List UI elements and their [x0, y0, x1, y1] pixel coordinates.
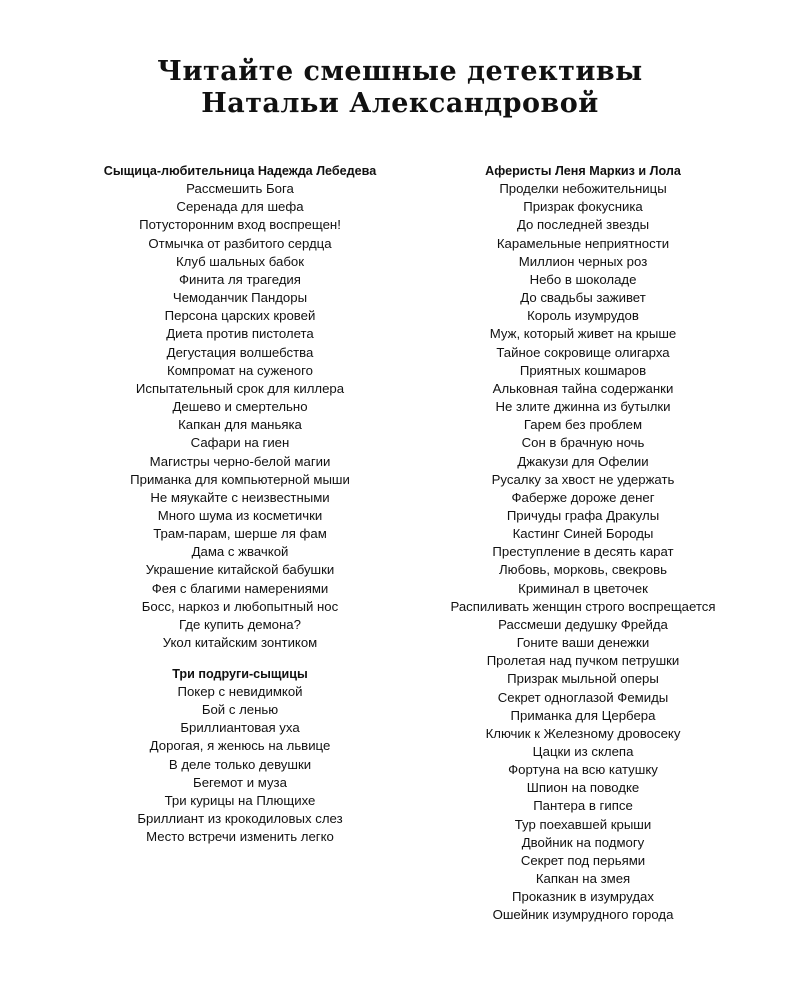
book-title: Фаберже дороже денег [511, 489, 655, 505]
book-title: Секрет под перьями [520, 852, 646, 868]
series-heading: Три подруги-сыщицы [172, 666, 308, 681]
book-title: Фортуна на всю катушку [508, 762, 658, 778]
book-title: Босс, наркоз и любопытный нос [141, 598, 339, 614]
book-title: Пролетая над пучком петрушки [486, 653, 680, 669]
book-title: Потусторонним вход воспрещен! [139, 217, 341, 233]
book-title: Двойник на подмогу [521, 834, 645, 850]
book-title: До последней звезды [516, 217, 650, 233]
book-title: Приманка для компьютерной мыши [130, 471, 350, 487]
book-title: Причуды графа Дракулы [506, 507, 660, 523]
series-heading: Сыщица-любительница Надежда Лебедева [103, 164, 377, 178]
book-title: Призрак фокусника [523, 199, 643, 215]
book-title: Карамельные неприятности [496, 235, 670, 251]
book-title: Дегустация волшебства [166, 344, 314, 360]
book-title: Гоните ваши денежки [516, 635, 650, 651]
right-column [383, 162, 783, 925]
book-title: Бой с ленью [201, 702, 279, 718]
book-title: Три курицы на Плющихе [164, 792, 316, 808]
book-title: Украшение китайской бабушки [145, 562, 335, 578]
book-title: Бриллиантовая уха [180, 720, 300, 736]
book-title: Бегемот и муза [193, 774, 287, 790]
book-title: Приманка для Цербера [510, 707, 656, 723]
book-title: Гарем без проблем [523, 417, 643, 433]
left-column [40, 162, 440, 846]
book-list [40, 683, 440, 846]
book-title: Джакузи для Офелии [517, 453, 649, 469]
book-title: Проказник в изумрудах [512, 889, 654, 905]
book-title: Тур поехавшей крыши [514, 816, 652, 832]
book-title: Распиливать женщин строго воспрещается [450, 598, 716, 614]
book-title: Муж, который живет на крыше [489, 326, 677, 342]
book-title: Кастинг Синей Бороды [512, 526, 654, 542]
book-title: Любовь, морковь, свекровь [499, 562, 667, 578]
book-title: Не злите джинна из бутылки [495, 399, 671, 415]
book-title: Ключик к Железному дровосеку [485, 725, 681, 741]
book-title: Капкан на змея [535, 871, 631, 887]
book-title: Секрет одноглазой Фемиды [497, 689, 669, 705]
page-title-line-1: Читайте смешные детективы [157, 56, 643, 87]
book-title: Призрак мыльной оперы [507, 671, 659, 687]
book-title: Фея с благими намерениями [151, 580, 329, 596]
book-title: Не мяукайте с неизвестными [150, 489, 330, 505]
book-title: Финита ля трагедия [179, 271, 301, 287]
book-title: Место встречи изменить легко [146, 829, 334, 845]
book-title: Капкан для маньяка [178, 417, 302, 433]
book-title: Клуб шальных бабок [175, 253, 305, 269]
book-title: Компромат на суженого [167, 362, 313, 378]
book-title: Русалку за хвост не удержать [491, 471, 675, 487]
book-title: Испытательный срок для киллера [135, 380, 345, 396]
book-title: Сафари на гиен [190, 435, 290, 451]
book-title: Дорогая, я женюсь на львице [149, 738, 331, 754]
book-title: Король изумрудов [527, 308, 639, 324]
book-title: Дешево и смертельно [172, 399, 308, 415]
book-title: Преступление в десять карат [492, 544, 674, 560]
book-title: Ошейник изумрудного города [492, 907, 674, 923]
book-title: Миллион черных роз [518, 253, 648, 269]
book-title: Покер с невидимкой [177, 683, 303, 699]
book-title: Чемоданчик Пандоры [172, 290, 308, 306]
book-title: Шпион на поводке [526, 780, 640, 796]
book-title: Трам-парам, шерше ля фам [153, 526, 327, 542]
page-title-line-2: Натальи Александровой [201, 88, 599, 119]
page-title [0, 56, 800, 120]
book-title: В деле только девушки [168, 756, 312, 772]
book-title: Персона царских кровей [164, 308, 316, 324]
book-title: Цацки из склепа [532, 744, 634, 759]
book-title: Диета против пистолета [166, 326, 314, 342]
book-title: Рассмеши дедушку Фрейда [498, 616, 668, 632]
book-title: Где купить демона? [179, 616, 301, 632]
book-title: Криминал в цветочек [518, 580, 648, 596]
book-title: Бриллиант из крокодиловых слез [137, 810, 343, 826]
book-title: Рассмешить Бога [186, 181, 294, 197]
series-block [383, 162, 783, 925]
book-title: Небо в шоколаде [529, 271, 637, 287]
book-title: Серенада для шефа [176, 199, 304, 215]
series-spacer [40, 652, 440, 665]
book-title: Пантера в гипсе [533, 798, 633, 814]
book-title: Много шума из косметички [157, 507, 323, 523]
series-block [40, 665, 440, 847]
book-title: Альковная тайна содержанки [492, 380, 674, 396]
series-heading: Аферисты Леня Маркиз и Лола [485, 164, 681, 178]
book-list [383, 180, 783, 924]
book-title: Дама с жвачкой [191, 544, 289, 560]
book-title: Магистры черно-белой магии [149, 453, 331, 469]
book-title: Отмычка от разбитого сердца [148, 235, 332, 251]
book-title: Укол китайским зонтиком [162, 635, 318, 651]
book-title: Сон в брачную ночь [521, 435, 645, 451]
book-list [40, 180, 440, 652]
book-title: Приятных кошмаров [519, 362, 647, 378]
book-title: До свадьбы заживет [520, 290, 646, 306]
book-title: Тайное сокровище олигарха [496, 344, 670, 360]
book-title: Проделки небожительницы [499, 181, 667, 197]
series-block [40, 162, 440, 652]
